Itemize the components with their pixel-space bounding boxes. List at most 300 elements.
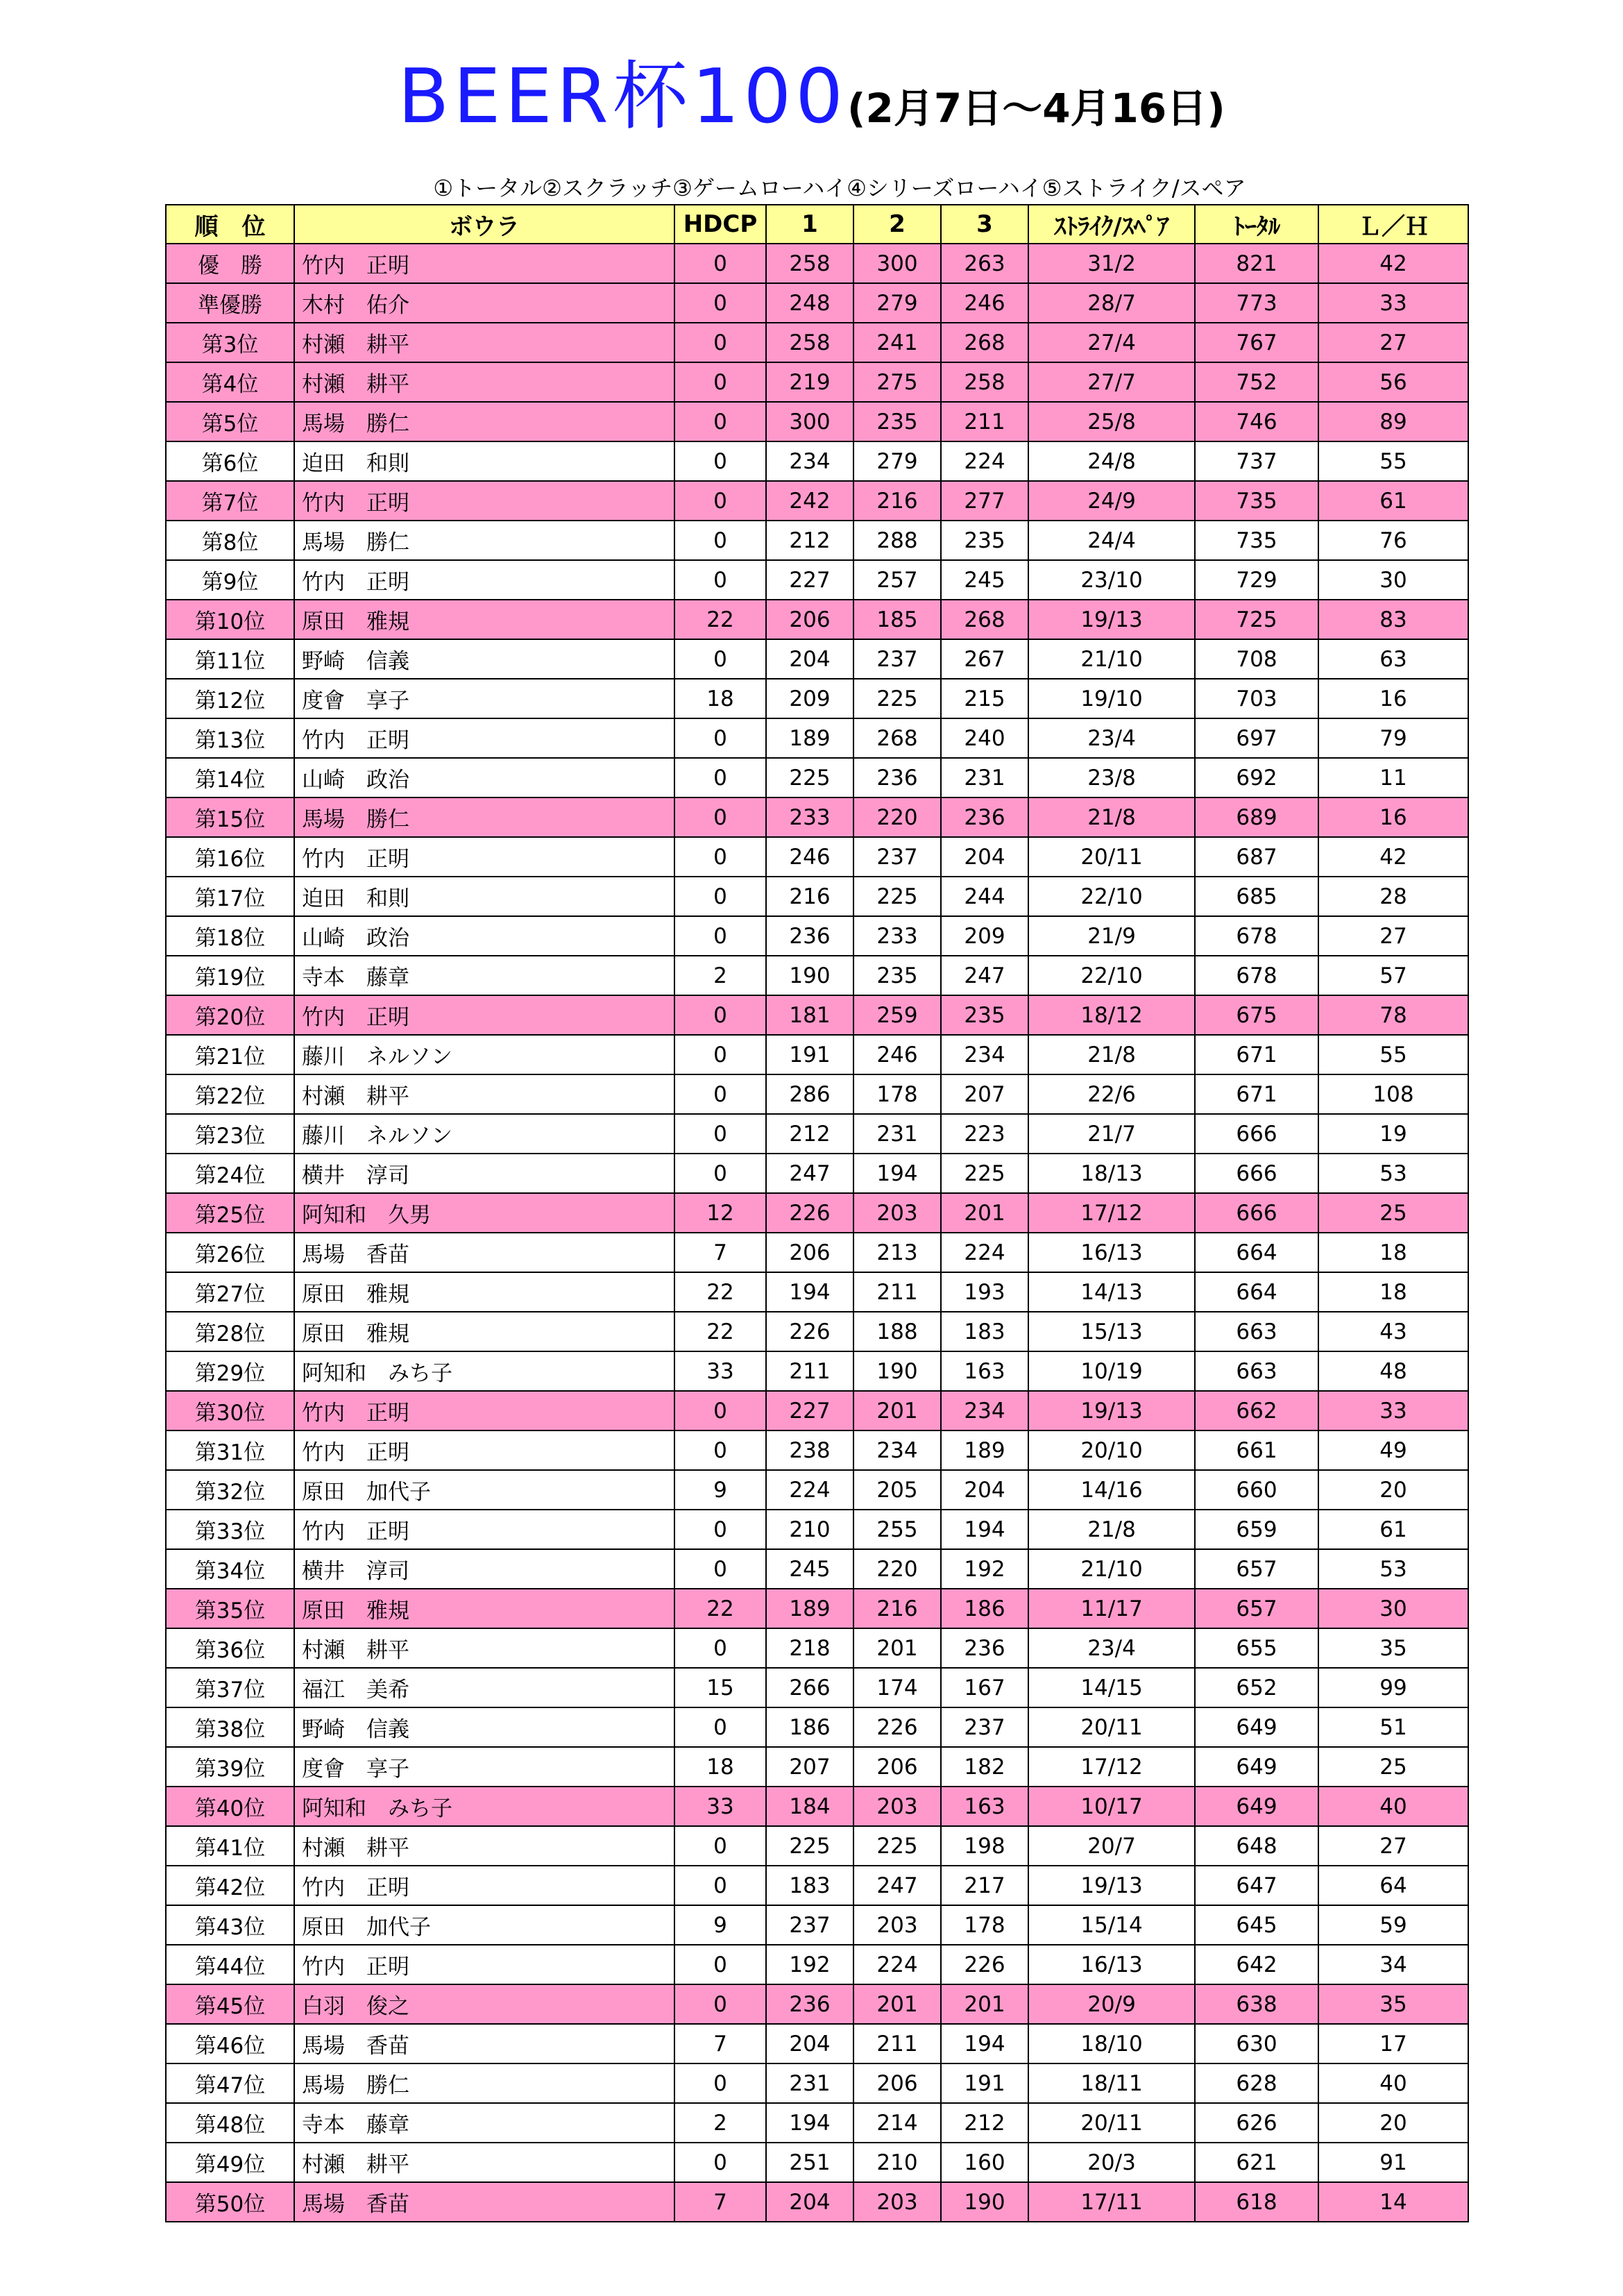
total-cell: 647	[1195, 1866, 1318, 1905]
low-high-cell: 61	[1318, 1510, 1468, 1549]
low-high-cell: 20	[1318, 1470, 1468, 1510]
strike-spare-cell: 18/11	[1028, 2063, 1195, 2103]
hdcp-cell: 0	[674, 441, 766, 481]
hdcp-cell: 0	[674, 481, 766, 521]
table-row	[166, 1035, 1468, 1074]
rank-cell: 第22位	[166, 1074, 294, 1114]
low-high-cell: 51	[1318, 1707, 1468, 1747]
name-cell: 原田 雅規	[294, 1312, 674, 1351]
total-cell: 737	[1195, 441, 1318, 481]
game-3-cell: 236	[941, 1628, 1028, 1668]
strike-spare-cell: 21/8	[1028, 1035, 1195, 1074]
low-high-cell: 27	[1318, 916, 1468, 956]
rank-cell: 第32位	[166, 1470, 294, 1510]
rank-cell: 第9位	[166, 560, 294, 600]
strike-spare-cell: 21/10	[1028, 1549, 1195, 1589]
name-cell: 度會 享子	[294, 1747, 674, 1787]
name-cell: 竹内 正明	[294, 837, 674, 877]
game-3-cell: 246	[941, 283, 1028, 323]
name-cell: 白羽 俊之	[294, 1984, 674, 2024]
total-cell: 708	[1195, 639, 1318, 679]
game-2-cell: 226	[853, 1707, 941, 1747]
rank-cell: 第42位	[166, 1866, 294, 1905]
game-2-cell: 247	[853, 1866, 941, 1905]
table-row	[166, 1074, 1468, 1114]
rank-cell: 第46位	[166, 2024, 294, 2063]
game-2-cell: 259	[853, 995, 941, 1035]
name-cell: 村瀬 耕平	[294, 1628, 674, 1668]
game-2-cell: 203	[853, 2182, 941, 2222]
game-1-cell: 236	[766, 1984, 853, 2024]
low-high-cell: 30	[1318, 560, 1468, 600]
name-cell: 阿知和 みち子	[294, 1351, 674, 1391]
hdcp-cell: 0	[674, 995, 766, 1035]
game-3-cell: 167	[941, 1668, 1028, 1707]
name-cell: 竹内 正明	[294, 560, 674, 600]
game-1-cell: 212	[766, 1114, 853, 1154]
hdcp-cell: 0	[674, 1154, 766, 1193]
name-cell: 福江 美希	[294, 1668, 674, 1707]
rank-cell: 第28位	[166, 1312, 294, 1351]
header-rank: 順 位	[166, 205, 294, 244]
total-cell: 663	[1195, 1351, 1318, 1391]
table-row	[166, 718, 1468, 758]
game-1-cell: 224	[766, 1470, 853, 1510]
table-row	[166, 837, 1468, 877]
game-3-cell: 225	[941, 1154, 1028, 1193]
game-2-cell: 205	[853, 1470, 941, 1510]
strike-spare-cell: 17/12	[1028, 1193, 1195, 1233]
game-2-cell: 206	[853, 2063, 941, 2103]
game-2-cell: 194	[853, 1154, 941, 1193]
table-row	[166, 283, 1468, 323]
game-3-cell: 190	[941, 2182, 1028, 2222]
game-2-cell: 257	[853, 560, 941, 600]
game-2-cell: 255	[853, 1510, 941, 1549]
name-cell: 野崎 信義	[294, 639, 674, 679]
hdcp-cell: 0	[674, 639, 766, 679]
hdcp-cell: 0	[674, 1866, 766, 1905]
game-2-cell: 300	[853, 244, 941, 283]
name-cell: 寺本 藤章	[294, 2103, 674, 2143]
table-row	[166, 441, 1468, 481]
table-row	[166, 2143, 1468, 2182]
table-row	[166, 1510, 1468, 1549]
strike-spare-cell: 21/8	[1028, 797, 1195, 837]
rank-cell: 第12位	[166, 679, 294, 718]
game-3-cell: 268	[941, 600, 1028, 639]
name-cell: 横井 淳司	[294, 1549, 674, 1589]
table-row	[166, 1272, 1468, 1312]
low-high-cell: 14	[1318, 2182, 1468, 2222]
name-cell: 山崎 政治	[294, 916, 674, 956]
hdcp-cell: 0	[674, 521, 766, 560]
game-3-cell: 240	[941, 718, 1028, 758]
table-row	[166, 1312, 1468, 1351]
strike-spare-cell: 14/15	[1028, 1668, 1195, 1707]
total-cell: 655	[1195, 1628, 1318, 1668]
ranking-body	[166, 244, 1468, 2222]
rank-cell: 優 勝	[166, 244, 294, 283]
game-1-cell: 225	[766, 758, 853, 797]
rank-cell: 第47位	[166, 2063, 294, 2103]
strike-spare-cell: 27/4	[1028, 323, 1195, 362]
name-cell: 馬場 香苗	[294, 1233, 674, 1272]
game-1-cell: 251	[766, 2143, 853, 2182]
low-high-cell: 64	[1318, 1866, 1468, 1905]
rank-cell: 第48位	[166, 2103, 294, 2143]
game-3-cell: 231	[941, 758, 1028, 797]
rank-cell: 第8位	[166, 521, 294, 560]
name-cell: 村瀬 耕平	[294, 362, 674, 402]
table-row	[166, 956, 1468, 995]
hdcp-cell: 0	[674, 1707, 766, 1747]
total-cell: 666	[1195, 1154, 1318, 1193]
hdcp-cell: 0	[674, 758, 766, 797]
table-row	[166, 1826, 1468, 1866]
total-cell: 821	[1195, 244, 1318, 283]
rank-cell: 第44位	[166, 1945, 294, 1984]
game-3-cell: 209	[941, 916, 1028, 956]
strike-spare-cell: 20/11	[1028, 837, 1195, 877]
game-1-cell: 218	[766, 1628, 853, 1668]
game-1-cell: 186	[766, 1707, 853, 1747]
low-high-cell: 108	[1318, 1074, 1468, 1114]
game-1-cell: 247	[766, 1154, 853, 1193]
game-2-cell: 211	[853, 2024, 941, 2063]
table-row	[166, 2063, 1468, 2103]
game-3-cell: 245	[941, 560, 1028, 600]
game-1-cell: 204	[766, 2024, 853, 2063]
game-3-cell: 163	[941, 1787, 1028, 1826]
game-2-cell: 224	[853, 1945, 941, 1984]
name-cell: 藤川 ネルソン	[294, 1114, 674, 1154]
hdcp-cell: 0	[674, 1074, 766, 1114]
total-cell: 767	[1195, 323, 1318, 362]
total-cell: 735	[1195, 521, 1318, 560]
total-cell: 729	[1195, 560, 1318, 600]
table-row	[166, 877, 1468, 916]
table-row	[166, 1154, 1468, 1193]
game-1-cell: 246	[766, 837, 853, 877]
hdcp-cell: 0	[674, 1510, 766, 1549]
strike-spare-cell: 23/10	[1028, 560, 1195, 600]
game-1-cell: 184	[766, 1787, 853, 1826]
table-row	[166, 995, 1468, 1035]
hdcp-cell: 0	[674, 1826, 766, 1866]
hdcp-cell: 18	[674, 679, 766, 718]
game-1-cell: 242	[766, 481, 853, 521]
total-cell: 692	[1195, 758, 1318, 797]
low-high-cell: 91	[1318, 2143, 1468, 2182]
game-1-cell: 212	[766, 521, 853, 560]
low-high-cell: 99	[1318, 1668, 1468, 1707]
rank-cell: 第16位	[166, 837, 294, 877]
hdcp-cell: 0	[674, 323, 766, 362]
low-high-cell: 27	[1318, 1826, 1468, 1866]
strike-spare-cell: 19/10	[1028, 679, 1195, 718]
game-2-cell: 211	[853, 1272, 941, 1312]
game-2-cell: 246	[853, 1035, 941, 1074]
low-high-cell: 18	[1318, 1233, 1468, 1272]
game-1-cell: 219	[766, 362, 853, 402]
total-cell: 678	[1195, 956, 1318, 995]
name-cell: 原田 雅規	[294, 600, 674, 639]
low-high-cell: 20	[1318, 2103, 1468, 2143]
hdcp-cell: 0	[674, 283, 766, 323]
hdcp-cell: 22	[674, 600, 766, 639]
rank-cell: 第13位	[166, 718, 294, 758]
table-row	[166, 481, 1468, 521]
game-1-cell: 189	[766, 1589, 853, 1628]
rank-cell: 第18位	[166, 916, 294, 956]
table-row	[166, 639, 1468, 679]
game-3-cell: 224	[941, 1233, 1028, 1272]
table-row	[166, 1114, 1468, 1154]
strike-spare-cell: 16/13	[1028, 1945, 1195, 1984]
hdcp-cell: 0	[674, 1114, 766, 1154]
total-cell: 661	[1195, 1430, 1318, 1470]
low-high-cell: 25	[1318, 1747, 1468, 1787]
strike-spare-cell: 24/4	[1028, 521, 1195, 560]
game-1-cell: 192	[766, 1945, 853, 1984]
game-3-cell: 211	[941, 402, 1028, 441]
table-row	[166, 244, 1468, 283]
game-3-cell: 191	[941, 2063, 1028, 2103]
strike-spare-cell: 21/10	[1028, 639, 1195, 679]
total-cell: 666	[1195, 1193, 1318, 1233]
low-high-cell: 89	[1318, 402, 1468, 441]
game-1-cell: 227	[766, 1391, 853, 1430]
strike-spare-cell: 22/10	[1028, 956, 1195, 995]
game-2-cell: 235	[853, 956, 941, 995]
name-cell: 木村 佑介	[294, 283, 674, 323]
table-row	[166, 1549, 1468, 1589]
rank-cell: 第15位	[166, 797, 294, 837]
low-high-cell: 55	[1318, 441, 1468, 481]
table-row	[166, 1470, 1468, 1510]
total-cell: 638	[1195, 1984, 1318, 2024]
total-cell: 675	[1195, 995, 1318, 1035]
name-cell: 竹内 正明	[294, 1430, 674, 1470]
hdcp-cell: 12	[674, 1193, 766, 1233]
rank-cell: 第35位	[166, 1589, 294, 1628]
strike-spare-cell: 20/9	[1028, 1984, 1195, 2024]
ranking-criteria-legend: ①トータル②スクラッチ③ゲームローハイ④シリーズローハイ⑤ストライク/スペア	[433, 175, 1246, 201]
total-cell: 685	[1195, 877, 1318, 916]
low-high-cell: 83	[1318, 600, 1468, 639]
game-3-cell: 263	[941, 244, 1028, 283]
name-cell: 度會 享子	[294, 679, 674, 718]
game-2-cell: 174	[853, 1668, 941, 1707]
table-row	[166, 1233, 1468, 1272]
total-cell: 649	[1195, 1747, 1318, 1787]
strike-spare-cell: 19/13	[1028, 1866, 1195, 1905]
name-cell: 竹内 正明	[294, 718, 674, 758]
hdcp-cell: 0	[674, 916, 766, 956]
name-cell: 馬場 勝仁	[294, 797, 674, 837]
name-cell: 竹内 正明	[294, 1391, 674, 1430]
name-cell: 山崎 政治	[294, 758, 674, 797]
rank-cell: 第3位	[166, 323, 294, 362]
game-3-cell: 182	[941, 1747, 1028, 1787]
hdcp-cell: 22	[674, 1589, 766, 1628]
rank-cell: 第27位	[166, 1272, 294, 1312]
header-hdcp: HDCP	[674, 205, 766, 244]
game-3-cell: 244	[941, 877, 1028, 916]
name-cell: 馬場 勝仁	[294, 521, 674, 560]
rank-cell: 第7位	[166, 481, 294, 521]
game-3-cell: 189	[941, 1430, 1028, 1470]
game-3-cell: 192	[941, 1549, 1028, 1589]
game-3-cell: 194	[941, 2024, 1028, 2063]
total-cell: 735	[1195, 481, 1318, 521]
name-cell: 原田 加代子	[294, 1905, 674, 1945]
table-row	[166, 2182, 1468, 2222]
game-2-cell: 225	[853, 679, 941, 718]
game-2-cell: 220	[853, 797, 941, 837]
table-row	[166, 2024, 1468, 2063]
rank-cell: 第20位	[166, 995, 294, 1035]
game-3-cell: 247	[941, 956, 1028, 995]
total-cell: 662	[1195, 1391, 1318, 1430]
name-cell: 竹内 正明	[294, 1866, 674, 1905]
game-1-cell: 209	[766, 679, 853, 718]
total-cell: 652	[1195, 1668, 1318, 1707]
game-1-cell: 204	[766, 2182, 853, 2222]
game-2-cell: 225	[853, 877, 941, 916]
table-row	[166, 1945, 1468, 1984]
name-cell: 竹内 正明	[294, 1945, 674, 1984]
table-row	[166, 323, 1468, 362]
total-cell: 657	[1195, 1549, 1318, 1589]
strike-spare-cell: 23/8	[1028, 758, 1195, 797]
hdcp-cell: 0	[674, 1035, 766, 1074]
strike-spare-cell: 17/11	[1028, 2182, 1195, 2222]
game-2-cell: 220	[853, 1549, 941, 1589]
game-2-cell: 206	[853, 1747, 941, 1787]
game-2-cell: 233	[853, 916, 941, 956]
page-title	[0, 36, 1623, 144]
name-cell: 竹内 正明	[294, 995, 674, 1035]
header-game-2: 2	[853, 205, 941, 244]
hdcp-cell: 0	[674, 560, 766, 600]
game-2-cell: 279	[853, 283, 941, 323]
rank-cell: 第19位	[166, 956, 294, 995]
game-2-cell: 216	[853, 481, 941, 521]
name-cell: 竹内 正明	[294, 481, 674, 521]
low-high-cell: 56	[1318, 362, 1468, 402]
game-1-cell: 237	[766, 1905, 853, 1945]
hdcp-cell: 0	[674, 797, 766, 837]
total-cell: 664	[1195, 1233, 1318, 1272]
low-high-cell: 42	[1318, 244, 1468, 283]
total-cell: 659	[1195, 1510, 1318, 1549]
table-row	[166, 1984, 1468, 2024]
game-2-cell: 203	[853, 1193, 941, 1233]
table-row	[166, 1193, 1468, 1233]
low-high-cell: 79	[1318, 718, 1468, 758]
low-high-cell: 19	[1318, 1114, 1468, 1154]
total-cell: 621	[1195, 2143, 1318, 2182]
total-cell: 649	[1195, 1787, 1318, 1826]
game-3-cell: 204	[941, 837, 1028, 877]
strike-spare-cell: 24/9	[1028, 481, 1195, 521]
strike-spare-cell: 24/8	[1028, 441, 1195, 481]
game-2-cell: 188	[853, 1312, 941, 1351]
hdcp-cell: 9	[674, 1470, 766, 1510]
low-high-cell: 63	[1318, 639, 1468, 679]
name-cell: 阿知和 久男	[294, 1193, 674, 1233]
strike-spare-cell: 18/13	[1028, 1154, 1195, 1193]
table-header-row	[166, 205, 1468, 244]
game-2-cell: 185	[853, 600, 941, 639]
game-1-cell: 183	[766, 1866, 853, 1905]
game-3-cell: 215	[941, 679, 1028, 718]
hdcp-cell: 7	[674, 1233, 766, 1272]
rank-cell: 第11位	[166, 639, 294, 679]
table-row	[166, 362, 1468, 402]
game-3-cell: 207	[941, 1074, 1028, 1114]
low-high-cell: 40	[1318, 2063, 1468, 2103]
total-cell: 657	[1195, 1589, 1318, 1628]
low-high-cell: 48	[1318, 1351, 1468, 1391]
strike-spare-cell: 21/7	[1028, 1114, 1195, 1154]
low-high-cell: 28	[1318, 877, 1468, 916]
total-cell: 773	[1195, 283, 1318, 323]
low-high-cell: 53	[1318, 1154, 1468, 1193]
game-1-cell: 206	[766, 600, 853, 639]
game-3-cell: 217	[941, 1866, 1028, 1905]
low-high-cell: 57	[1318, 956, 1468, 995]
game-1-cell: 266	[766, 1668, 853, 1707]
rank-cell: 第38位	[166, 1707, 294, 1747]
total-cell: 703	[1195, 679, 1318, 718]
game-2-cell: 201	[853, 1628, 941, 1668]
table-row	[166, 1668, 1468, 1707]
hdcp-cell: 33	[674, 1351, 766, 1391]
game-1-cell: 207	[766, 1747, 853, 1787]
game-2-cell: 210	[853, 2143, 941, 2182]
strike-spare-cell: 23/4	[1028, 1628, 1195, 1668]
low-high-cell: 33	[1318, 1391, 1468, 1430]
rank-cell: 第43位	[166, 1905, 294, 1945]
strike-spare-cell: 19/13	[1028, 1391, 1195, 1430]
strike-spare-cell: 10/17	[1028, 1787, 1195, 1826]
game-3-cell: 160	[941, 2143, 1028, 2182]
table-row	[166, 1787, 1468, 1826]
total-cell: 664	[1195, 1272, 1318, 1312]
hdcp-cell: 0	[674, 2143, 766, 2182]
hdcp-cell: 22	[674, 1312, 766, 1351]
hdcp-cell: 0	[674, 244, 766, 283]
title-main: BEER杯100	[398, 53, 847, 140]
game-2-cell: 203	[853, 1787, 941, 1826]
game-3-cell: 186	[941, 1589, 1028, 1628]
game-3-cell: 212	[941, 2103, 1028, 2143]
game-1-cell: 238	[766, 1430, 853, 1470]
table-row	[166, 758, 1468, 797]
low-high-cell: 59	[1318, 1905, 1468, 1945]
hdcp-cell: 0	[674, 718, 766, 758]
game-2-cell: 190	[853, 1351, 941, 1391]
low-high-cell: 16	[1318, 679, 1468, 718]
rank-cell: 第40位	[166, 1787, 294, 1826]
total-cell: 678	[1195, 916, 1318, 956]
total-cell: 660	[1195, 1470, 1318, 1510]
game-1-cell: 226	[766, 1193, 853, 1233]
rank-cell: 第26位	[166, 1233, 294, 1272]
